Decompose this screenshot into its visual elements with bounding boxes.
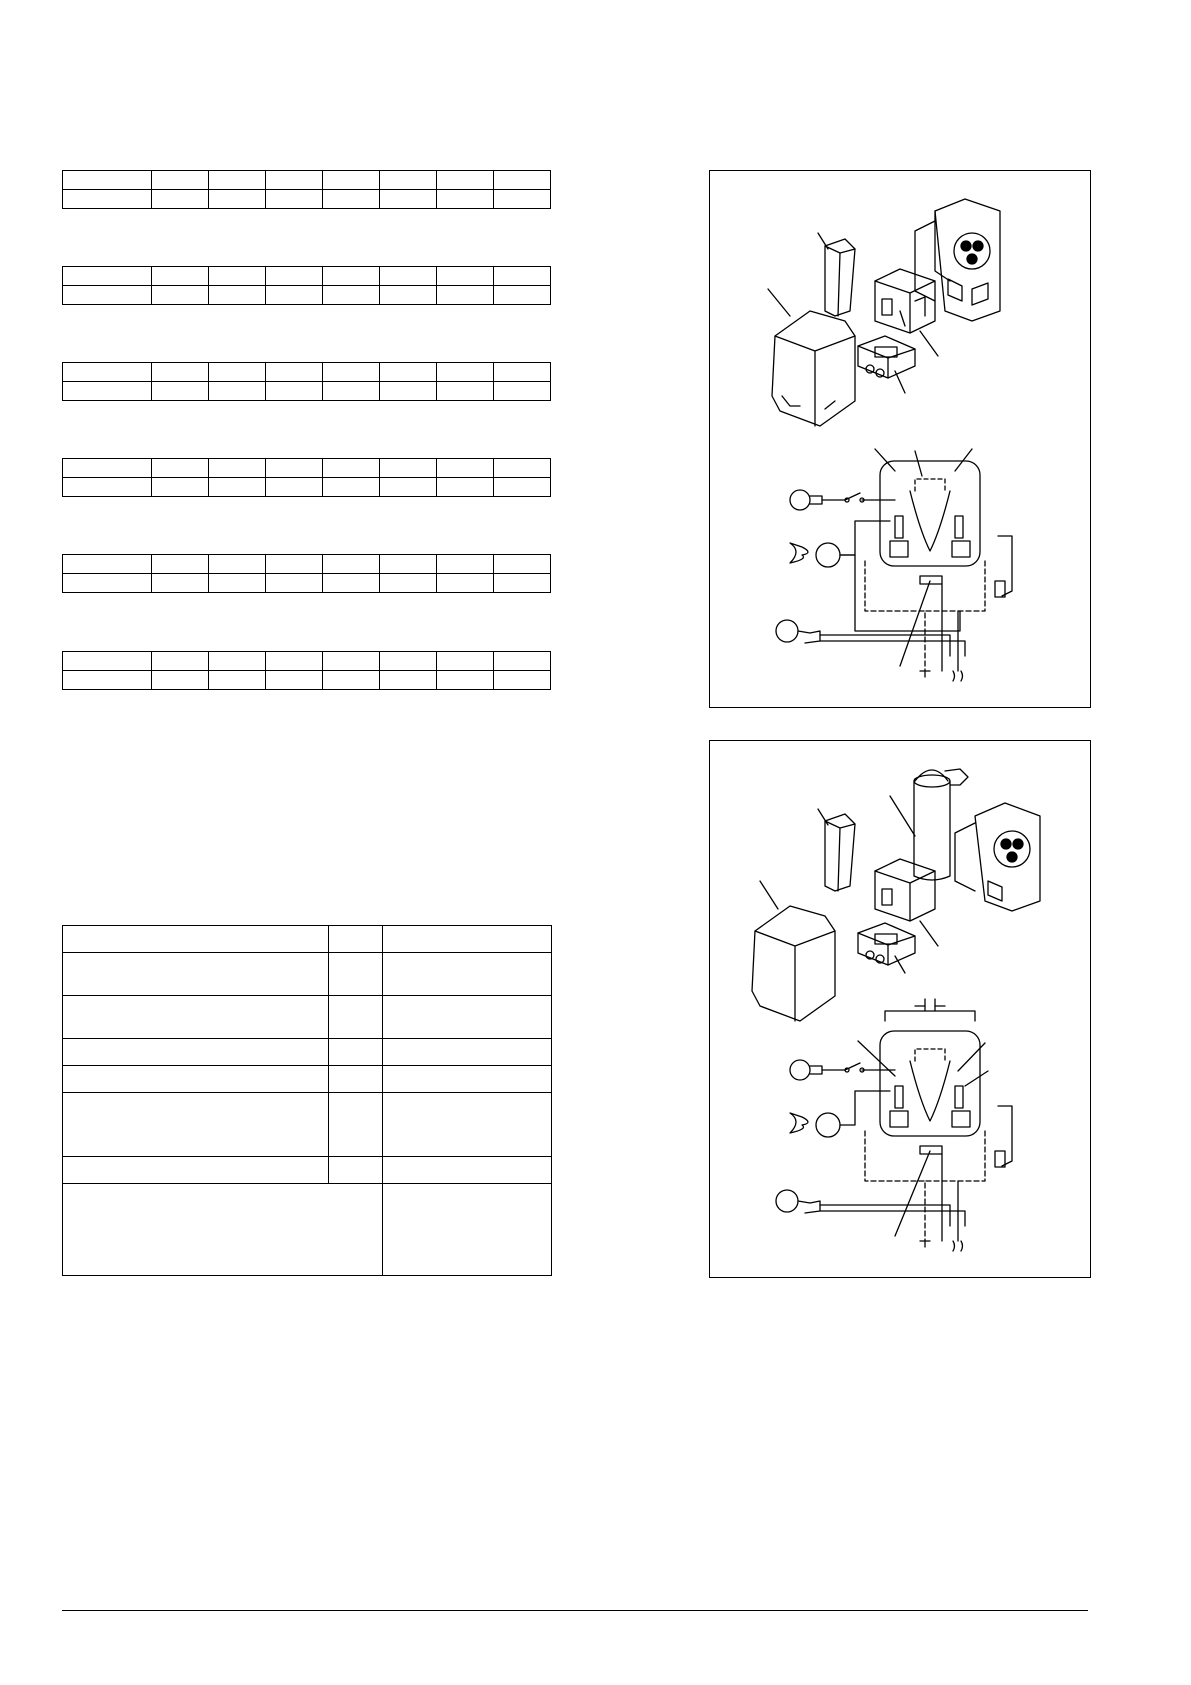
spec-cell	[63, 953, 329, 996]
thermostat-icon	[776, 620, 965, 656]
terminal-cover-icon	[772, 311, 855, 426]
mounting-bracket-icon	[955, 803, 1040, 911]
cover-clip-icon	[825, 814, 855, 891]
wiring-diagram-illustration	[710, 741, 1090, 1277]
grid-table-5	[62, 554, 551, 593]
wiring-diagram-illustration	[710, 171, 1090, 707]
lamp-icon	[790, 1060, 895, 1080]
fan-motor-icon	[790, 1091, 890, 1137]
wiring-diagram-panel	[709, 740, 1091, 1278]
thermostat-icon	[776, 1190, 965, 1226]
grid-table-4	[62, 458, 551, 497]
grid-table-3	[62, 362, 551, 401]
spec-cell	[63, 1093, 329, 1157]
wiring-diagram-panel	[709, 170, 1091, 708]
terminal-cover-icon	[752, 906, 835, 1021]
grid-table-1	[62, 170, 551, 209]
spec-cell	[63, 1157, 329, 1184]
spec-table	[62, 925, 552, 1276]
spec-cell	[63, 1039, 329, 1066]
overload-protector-icon	[858, 336, 915, 378]
wiring-schematic	[776, 449, 1012, 681]
spec-cell-merged	[63, 1184, 383, 1276]
spec-cell	[63, 1066, 329, 1093]
grid-table-2	[62, 266, 551, 305]
lamp-icon	[790, 490, 895, 510]
mounting-bracket-icon	[915, 199, 1000, 321]
spec-cell	[63, 996, 329, 1039]
relay-icon	[875, 859, 935, 921]
wiring-schematic	[776, 999, 1012, 1251]
spec-cell	[63, 926, 329, 953]
relay-icon	[875, 269, 935, 333]
overload-protector-icon	[858, 923, 915, 965]
run-capacitor-icon	[914, 769, 968, 880]
cover-clip-icon	[825, 239, 855, 316]
footer-rule	[62, 1610, 1088, 1611]
grid-table-6	[62, 651, 551, 690]
